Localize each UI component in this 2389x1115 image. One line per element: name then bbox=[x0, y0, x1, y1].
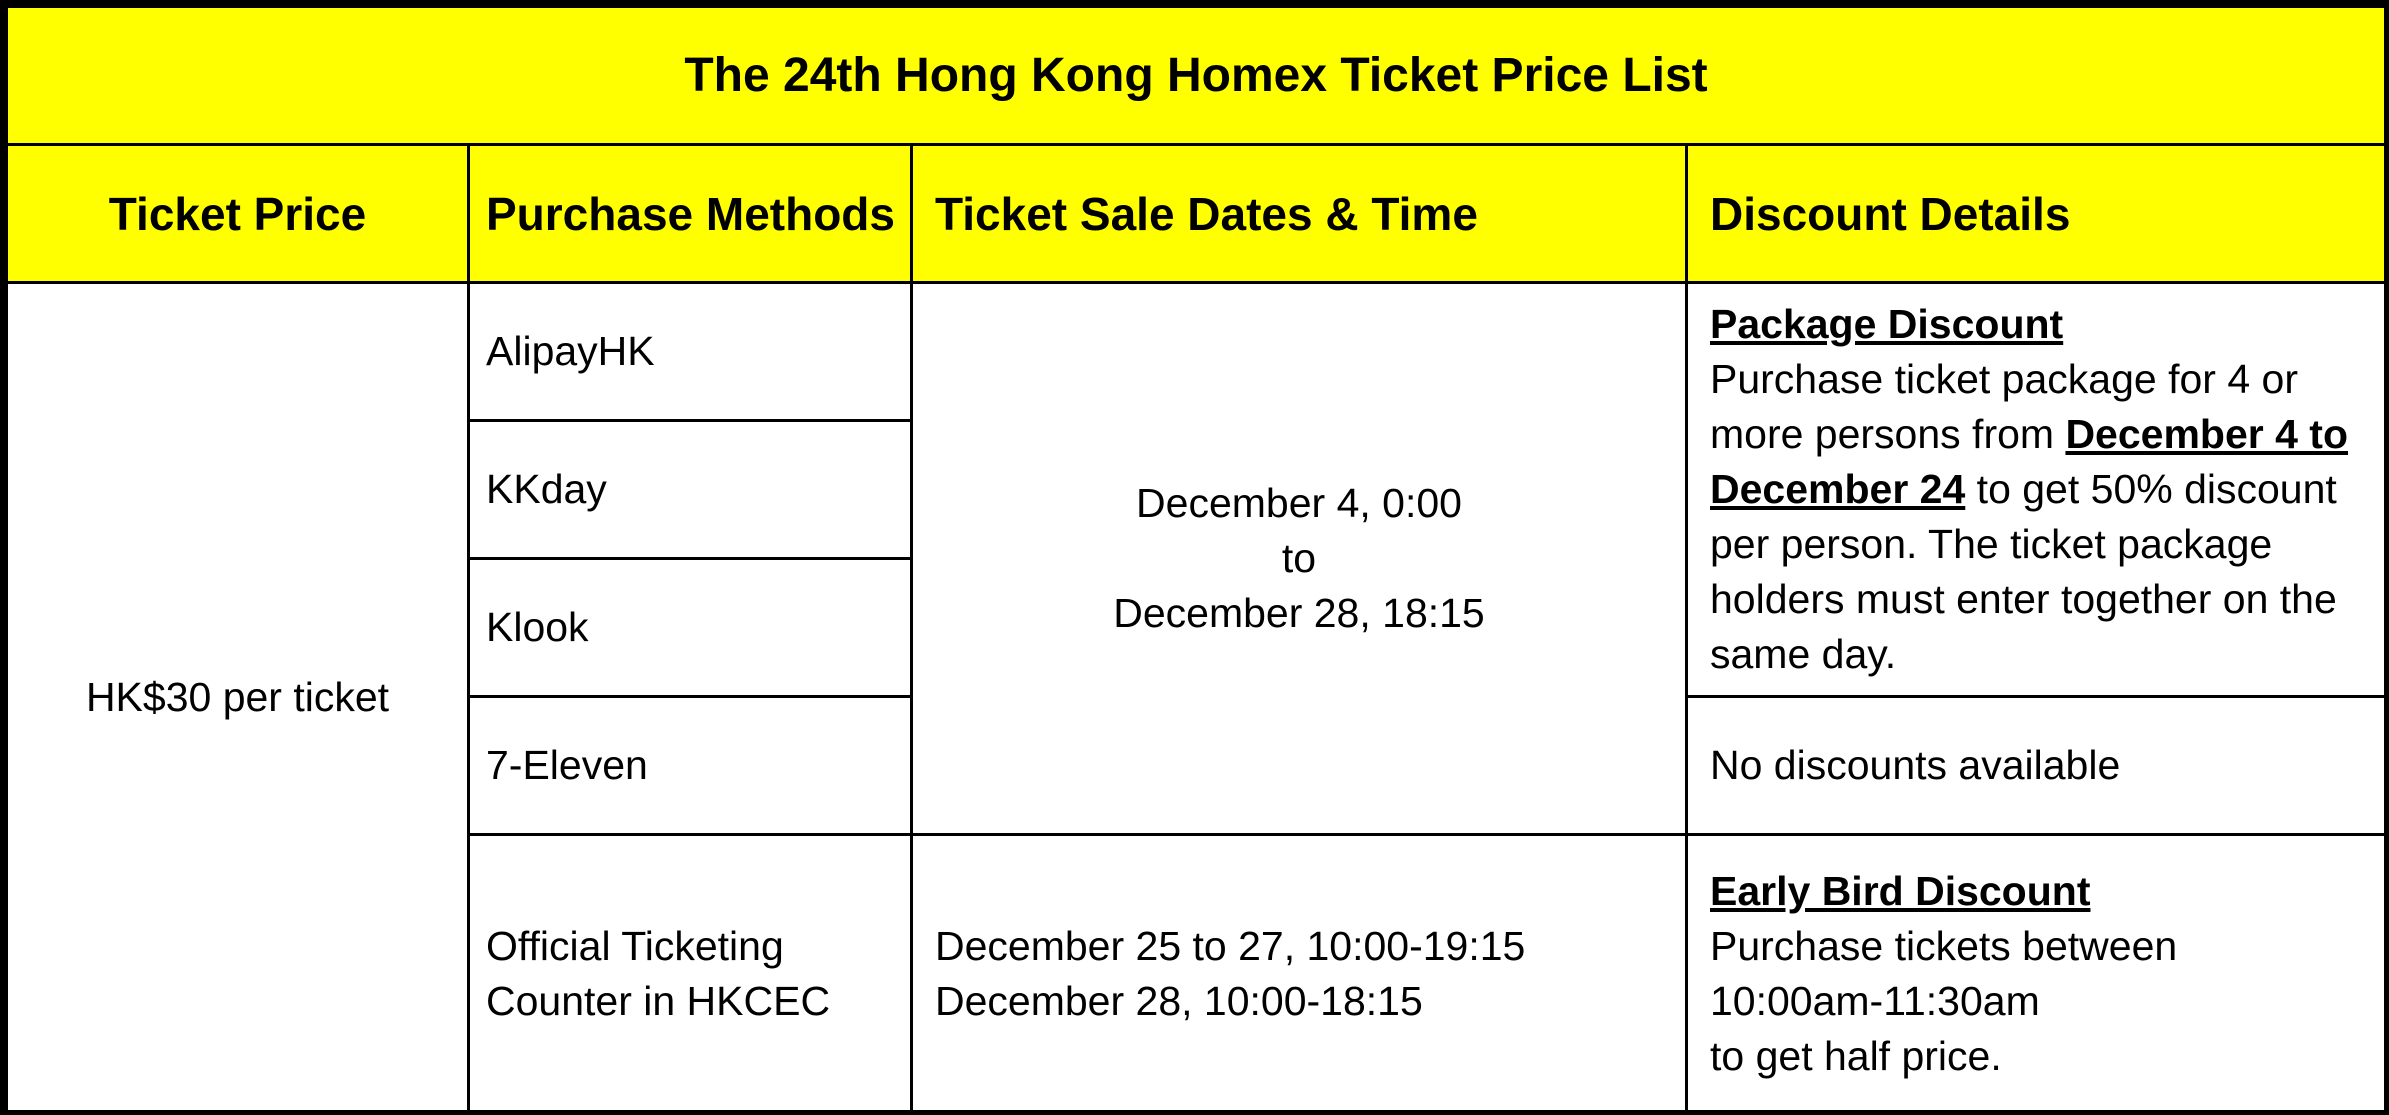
counter-sale-dates bbox=[912, 835, 1687, 1113]
ticket-price-table bbox=[5, 5, 2387, 1114]
header-discount-details: Discount Details bbox=[1687, 145, 2386, 283]
package-discount-highlight: December 4 to December 24 bbox=[1710, 411, 2349, 512]
online-sale-start: December 4, 0:00 bbox=[1136, 480, 1462, 526]
package-discount-title: Package Discount bbox=[1710, 301, 2064, 347]
counter-dates-line-1: December 25 to 27, 10:00-19:15 bbox=[935, 922, 1526, 969]
method-alipayhk: AlipayHK bbox=[469, 283, 912, 421]
online-sale-to: to bbox=[1281, 535, 1317, 581]
online-sale-end: December 28, 18:15 bbox=[1113, 590, 1485, 636]
method-official-counter: Official Ticketing Counter in HKCEC bbox=[469, 835, 912, 1113]
table-title: The 24th Hong Kong Homex Ticket Price List bbox=[7, 7, 2386, 145]
header-sale-dates: Ticket Sale Dates & Time bbox=[912, 145, 1687, 283]
package-discount-text-after: to get 50% discount per person. The ticket package holders must enter together on the same day. bbox=[1710, 466, 2337, 677]
early-bird-line-2: 10:00am-11:30am bbox=[1710, 977, 2040, 1024]
method-7-eleven: 7-Eleven bbox=[469, 697, 912, 835]
no-discount-cell: No discounts available bbox=[1687, 697, 2386, 835]
early-bird-title: Early Bird Discount bbox=[1710, 867, 2091, 914]
package-discount-cell bbox=[1687, 283, 2386, 697]
ticket-price-value: HK$30 per ticket bbox=[7, 283, 469, 1113]
package-discount-text-before: Purchase ticket package for 4 or more persons from bbox=[1710, 356, 2298, 457]
header-ticket-price: Ticket Price bbox=[7, 145, 469, 283]
early-bird-line-1: Purchase tickets between bbox=[1710, 922, 2178, 969]
header-purchase-methods: Purchase Methods bbox=[469, 145, 912, 283]
online-sale-dates bbox=[912, 283, 1687, 835]
method-klook: Klook bbox=[469, 559, 912, 697]
early-bird-line-3: to get half price. bbox=[1710, 1032, 2002, 1079]
early-bird-cell bbox=[1687, 835, 2386, 1113]
method-kkday: KKday bbox=[469, 421, 912, 559]
counter-dates-line-2: December 28, 10:00-18:15 bbox=[935, 977, 1423, 1024]
